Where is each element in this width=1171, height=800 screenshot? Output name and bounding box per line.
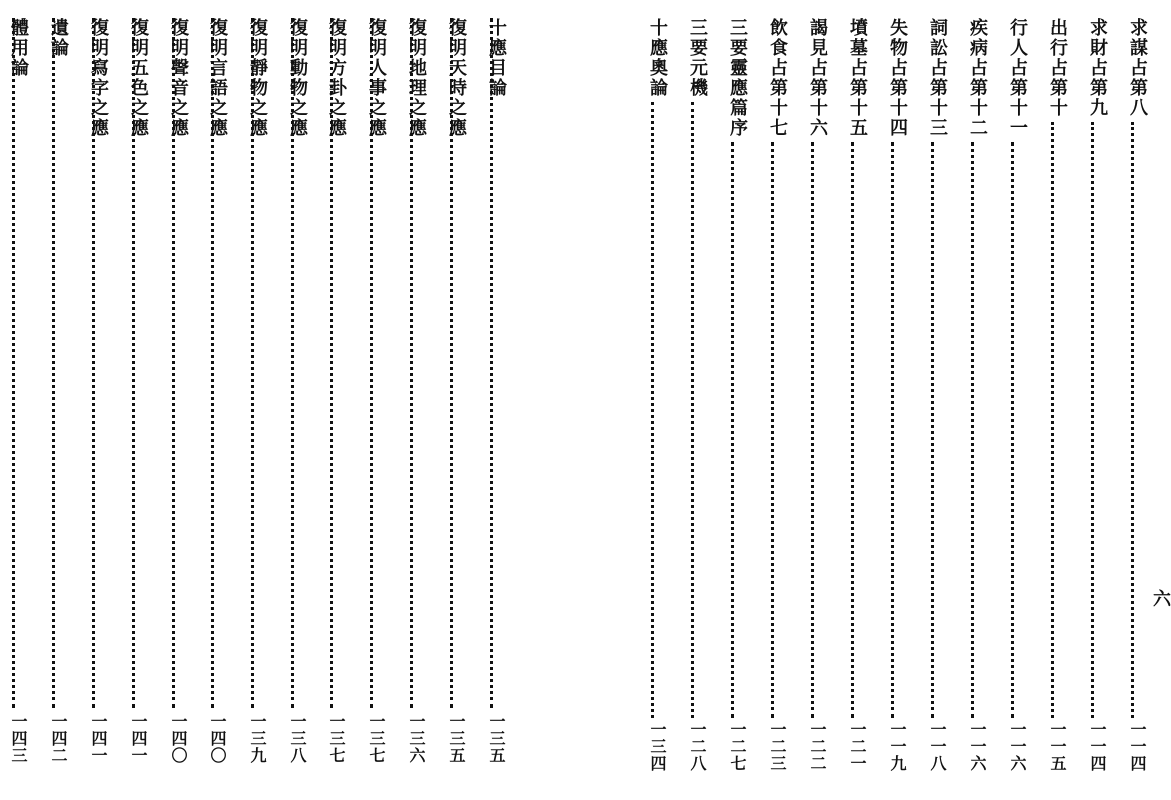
toc-entry-title: 復明地理之應: [406, 18, 427, 138]
toc-entry-page: 一三八: [288, 713, 307, 764]
toc-entry-title: 疾病占第十二: [967, 18, 988, 138]
toc-entry: [43, 18, 69, 778]
toc-entry-title: 飲食占第十七: [767, 18, 788, 138]
toc-entry: [202, 18, 228, 778]
leader-dots: [1091, 122, 1098, 718]
toc-entry-page: 一三六: [407, 713, 426, 764]
toc-entry: [1002, 18, 1028, 778]
toc-entry: [282, 18, 308, 778]
toc-entry-page: 一二八: [688, 721, 707, 772]
margin-page-mark: 六: [1153, 589, 1171, 610]
toc-entry-page: 一三七: [327, 713, 346, 764]
toc-entry: [762, 18, 788, 778]
toc-entry-title: 復明天時之應: [446, 18, 467, 138]
toc-entry-page: 一一六: [1008, 721, 1027, 772]
toc-entry-title: 詞訟占第十三: [927, 18, 948, 138]
toc-entry-page: 一三五: [487, 713, 506, 764]
toc-entry: [802, 18, 828, 778]
toc-entry-page: 一三四: [648, 721, 667, 772]
leader-dots: [291, 18, 298, 708]
toc-entry: [842, 18, 868, 778]
leader-dots: [92, 18, 99, 708]
toc-entry-page: 一二二: [808, 721, 827, 772]
toc-entry-page: 一三七: [367, 713, 386, 764]
leader-dots: [211, 18, 218, 708]
leader-dots: [12, 18, 19, 708]
toc-entry: [1042, 18, 1068, 778]
toc-entry-title: 復明聲音之應: [168, 18, 189, 138]
left-page: [0, 0, 520, 800]
toc-entry-title: 復明動物之應: [287, 18, 308, 138]
toc-entry-title: 行人占第十一: [1007, 18, 1028, 138]
toc-entry-page: 一一六: [968, 721, 987, 772]
toc-entry-page: 一一八: [928, 721, 947, 772]
toc-entry-title: 遺論: [48, 18, 69, 58]
leader-dots: [651, 102, 658, 718]
toc-entry-title: 墳墓占第十五: [847, 18, 868, 138]
toc-entry: [441, 18, 467, 778]
toc-entry: [1122, 18, 1148, 778]
right-page: [620, 0, 1167, 800]
toc-entry-title: 復明言語之應: [207, 18, 228, 138]
toc-entry-page: 一四二: [49, 713, 68, 764]
leader-dots: [931, 142, 938, 718]
leader-dots: [330, 18, 337, 708]
toc-entry: [3, 18, 29, 778]
toc-entry-title: 求財占第九: [1087, 18, 1108, 118]
toc-entry-page: 一四一: [129, 713, 148, 764]
toc-entry: [962, 18, 988, 778]
toc-entry: [922, 18, 948, 778]
leader-dots: [1131, 122, 1138, 718]
leader-dots: [851, 142, 858, 718]
toc-entry-title: 求謀占第八: [1127, 18, 1148, 118]
toc-entry: [361, 18, 387, 778]
toc-entry-page: 一一五: [1048, 721, 1067, 772]
leader-dots: [370, 18, 377, 708]
toc-entry: [321, 18, 347, 778]
toc-entry-page: 一一四: [1128, 721, 1147, 772]
toc-entry-page: 一二一: [848, 721, 867, 772]
leader-dots: [251, 18, 258, 708]
toc-entry-title: 復明靜物之應: [247, 18, 268, 138]
leader-dots: [450, 18, 457, 708]
toc-entry-title: 復明五色之應: [128, 18, 149, 138]
toc-entry-page: 一四〇: [208, 713, 227, 764]
toc-entry: [722, 18, 748, 778]
leader-dots: [410, 18, 417, 708]
toc-entry-title: 復明寫字之應: [88, 18, 109, 138]
toc-entry: [242, 18, 268, 778]
toc-entry-page: 一一四: [1088, 721, 1107, 772]
toc-entry: [163, 18, 189, 778]
toc-entry-title: 十應奧論: [647, 18, 668, 98]
toc-entry-page: 一一九: [888, 721, 907, 772]
toc-entry-title: 三要靈應篇序: [727, 18, 748, 138]
leader-dots: [731, 142, 738, 718]
toc-entry: [1082, 18, 1108, 778]
toc-entry: [83, 18, 109, 778]
toc-entry: [401, 18, 427, 778]
leader-dots: [52, 18, 59, 708]
leader-dots: [1011, 142, 1018, 718]
toc-entry: [123, 18, 149, 778]
toc-entry-title: 十應目論: [486, 18, 507, 98]
toc-entry-title: 復明人事之應: [366, 18, 387, 138]
toc-entry-title: 謁見占第十六: [807, 18, 828, 138]
leader-dots: [172, 18, 179, 708]
toc-entry: [481, 18, 507, 778]
leader-dots: [490, 18, 497, 708]
toc-entry-page: 一二三: [768, 721, 787, 772]
toc-entry: [642, 18, 668, 778]
leader-dots: [771, 142, 778, 718]
toc-entry-page: 一三五: [447, 713, 466, 764]
leader-dots: [1051, 122, 1058, 718]
toc-entry-page: 一四〇: [169, 713, 188, 764]
leader-dots: [691, 102, 698, 718]
leader-dots: [811, 142, 818, 718]
toc-entry-title: 體用論: [8, 18, 29, 78]
leader-dots: [891, 142, 898, 718]
toc-entry: [882, 18, 908, 778]
leader-dots: [971, 142, 978, 718]
toc-entry-page: 一二七: [728, 721, 747, 772]
toc-entry-page: 一四三: [9, 713, 28, 764]
toc-entry: [682, 18, 708, 778]
leader-dots: [132, 18, 139, 708]
toc-entry-page: 一三九: [248, 713, 267, 764]
toc-entry-title: 失物占第十四: [887, 18, 908, 138]
toc-entry-title: 三要元機: [687, 18, 708, 98]
toc-entry-title: 出行占第十: [1047, 18, 1068, 118]
toc-entry-page: 一四一: [89, 713, 108, 764]
toc-entry-title: 復明方卦之應: [326, 18, 347, 138]
